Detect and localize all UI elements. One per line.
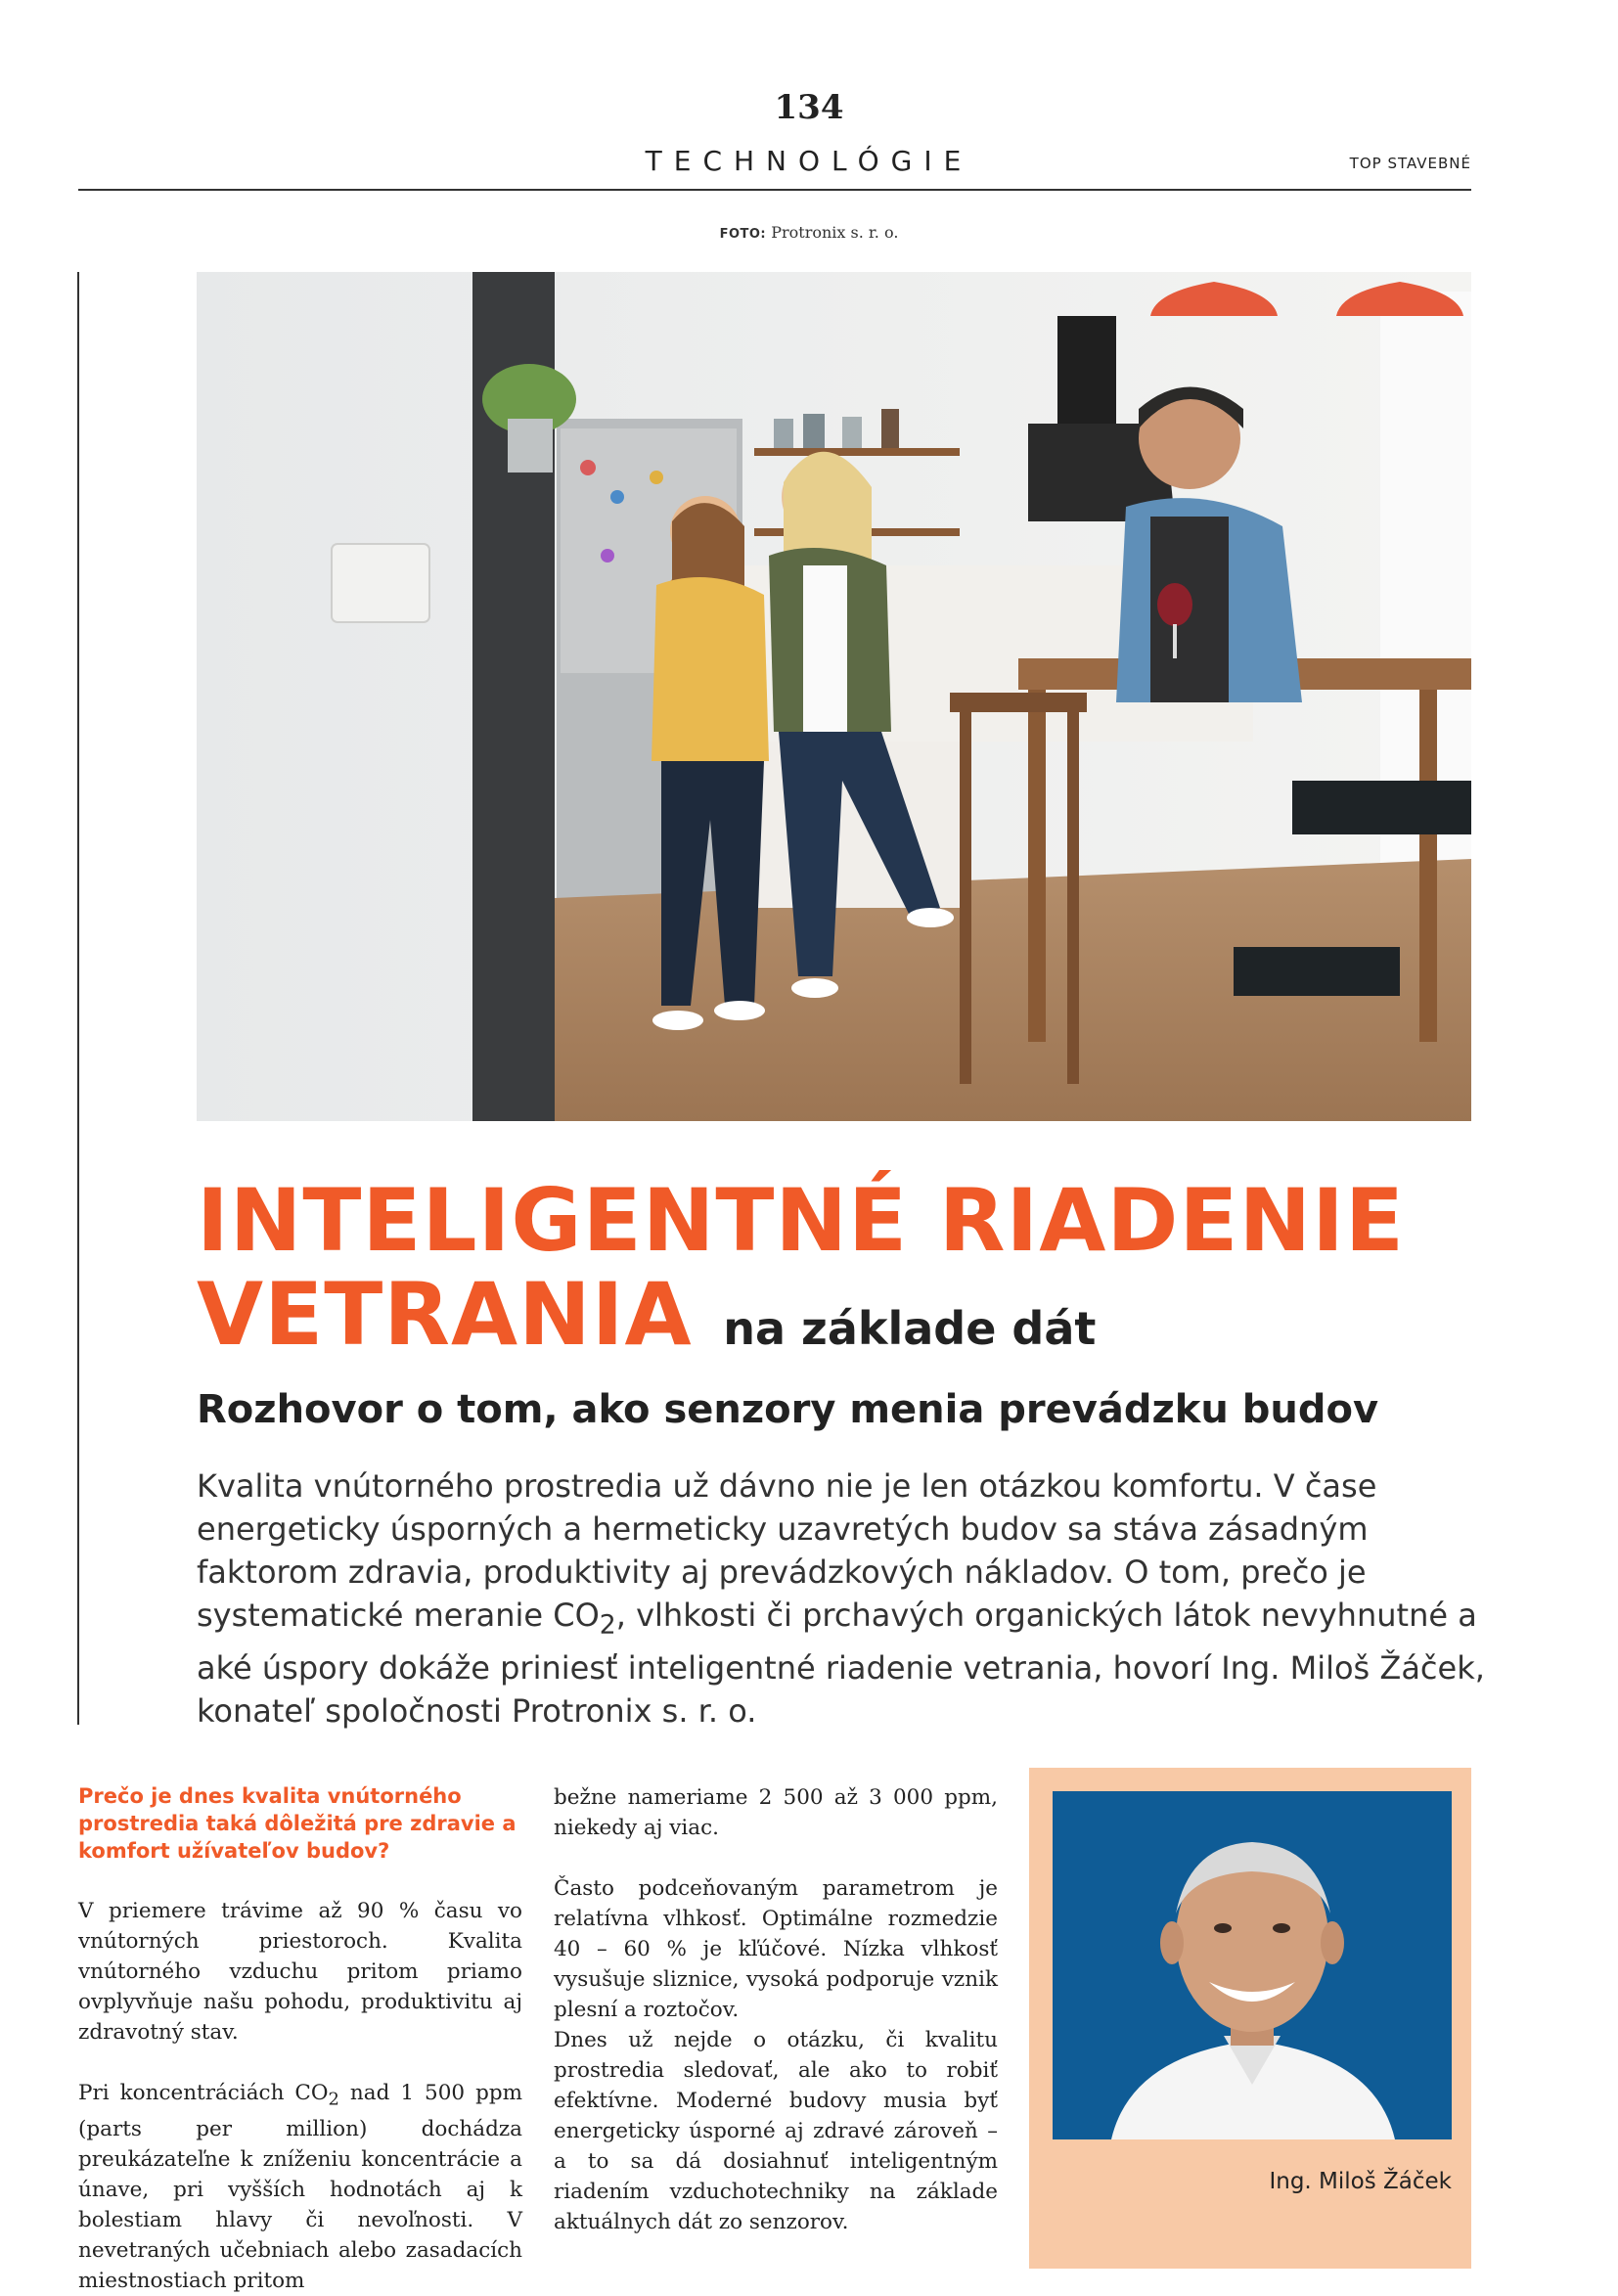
hero-photo-illustration xyxy=(197,272,1471,1121)
photo-credit-source: Protronix s. r. o. xyxy=(771,223,899,242)
body-column-1 xyxy=(78,1782,522,2296)
paragraph-2-subscript: 2 xyxy=(328,2089,339,2110)
photo-credit xyxy=(0,223,1618,242)
section-title: TECHNOLÓGIE xyxy=(645,145,973,177)
left-vertical-rule xyxy=(77,272,79,1725)
paragraph-3: bežne nameriame 2 500 až 3 000 ppm, niekedy aj viac. xyxy=(554,1785,998,1840)
paragraph-2-part-1: Pri koncentráciách CO xyxy=(78,2081,329,2105)
headline-suffix: na základe dát xyxy=(723,1302,1097,1355)
body-column-2 xyxy=(554,1782,998,2237)
article-headline xyxy=(197,1170,1527,1375)
portrait-caption: Ing. Miloš Žáček xyxy=(1269,2169,1452,2194)
header-rule xyxy=(78,189,1471,191)
magazine-name: TOP STAVEBNÉ xyxy=(1349,155,1471,172)
headline-keyword: VETRANIA xyxy=(197,1264,693,1365)
lead-text-part-1: Kvalita vnútorného prostredia už dávno nie je len otázkou komfortu. V čase energeticky úsporných a hermeticky uzavretých budov sa stáva zásadným faktorom zdravia, produktivity aj prevádzkových nákladov. O tom, prečo je systematické meranie CO xyxy=(197,1467,1377,1634)
lead-text-part-2: , vlhkosti či prchavých organických látok nevyhnutné a aké úspory dokáže priniesť inteligentné riadenie vetrania, hovorí Ing. Miloš Žáček, konateľ spoločnosti Protronix s. r. o. xyxy=(197,1597,1485,1731)
lead-subscript: 2 xyxy=(599,1609,616,1641)
article-lead xyxy=(197,1464,1488,1733)
paragraph-1: V priemere trávime až 90 % času vo vnútorných priestoroch. Kvalita vnútorného vzduchu pritom priamo ovplyvňuje našu pohodu, produktivitu aj zdravotný stav. xyxy=(78,1899,522,2045)
paragraph-5: Dnes už nejde o otázku, či kvalitu prostredia sledovať, ale ako to robiť efektívne. Moderné budovy musia byť energeticky úsporné aj zdravé zároveň – a to sa dá dosiahnuť inteligentným riadením vzduchotechniky na základe aktuálnych dát zo senzorov. xyxy=(554,2028,998,2234)
paragraph-2 xyxy=(78,2078,522,2296)
photo-credit-label: FOTO: xyxy=(719,227,767,242)
interview-question: Prečo je dnes kvalita vnútorného prostredia taká dôležitá pre zdravie a komfort užívateľov budov? xyxy=(78,1784,517,1863)
paragraph-4: Často podceňovaným parametrom je relatívna vlhkosť. Optimálne rozmedzie 40 – 60 % je kľúčové. Nízka vlhkosť vysušuje sliznice, vysoká podporuje vznik plesní a roztočov. xyxy=(554,1876,998,2022)
headline-line-1: INTELIGENTNÉ RIADENIE xyxy=(197,1170,1406,1271)
paragraph-2-part-2: nad 1 500 ppm (parts per million) dochádza preukázateľne k zníženiu koncentrácie a únave, pri vyšších hodnotách aj k bolestiam hlavy či nevoľnosti. V nevetraných učebniach alebo zasadacích miestnostiach pritom xyxy=(78,2081,522,2294)
article-subtitle: Rozhovor o tom, ako senzory menia prevádzku budov xyxy=(197,1387,1379,1432)
headline-line-2 xyxy=(197,1264,1527,1375)
page-number: 134 xyxy=(774,88,844,127)
portrait-photo xyxy=(1053,1791,1452,2139)
hero-photo xyxy=(197,272,1471,1121)
portrait-illustration xyxy=(1053,1791,1452,2139)
